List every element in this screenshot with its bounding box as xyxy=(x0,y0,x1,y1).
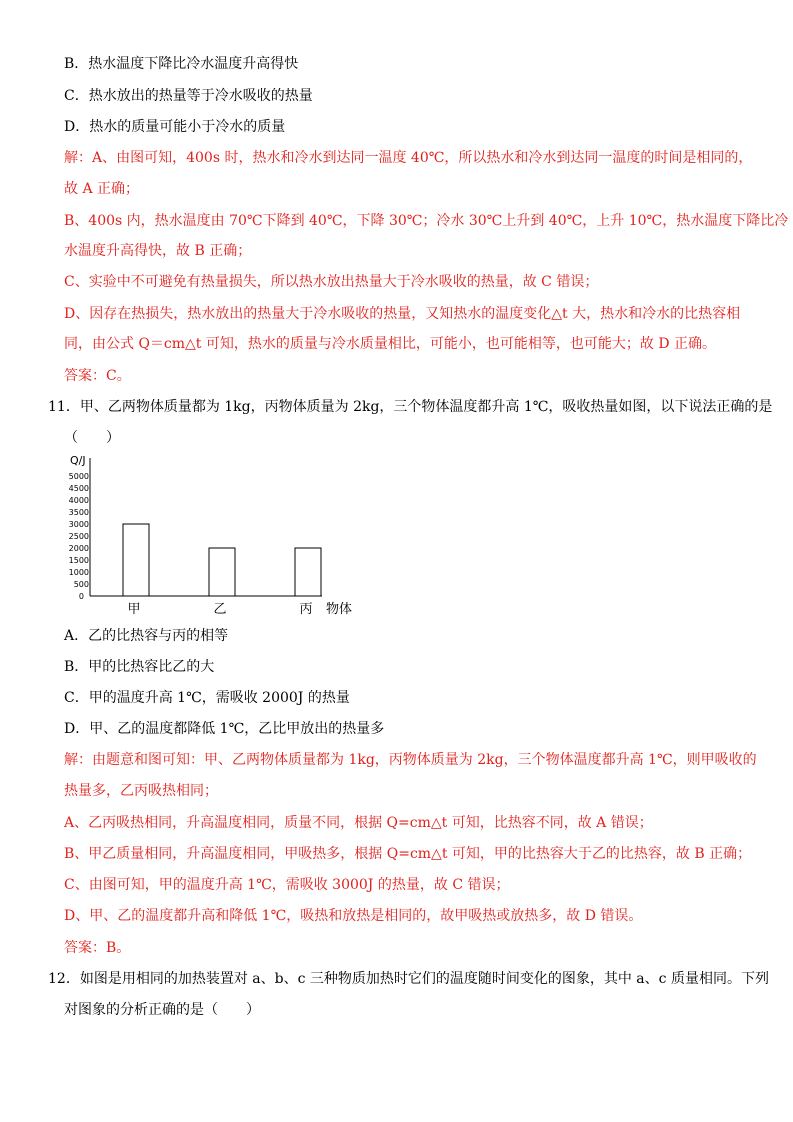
q11-option-d: D．甲、乙的温度都降低 1℃，乙比甲放出的热量多 xyxy=(64,721,385,737)
q10-solution-line: B、400s 内，热水温度由 70℃下降到 40℃，下降 30℃；冷水 30℃上升到 40℃，上升 10℃，热水温度下降比冷 xyxy=(64,213,789,229)
y-tick-label: 2000 xyxy=(68,544,89,553)
y-tick-label: 1000 xyxy=(68,568,89,577)
q10-option-b: B．热水温度下降比冷水温度升高得快 xyxy=(64,56,299,72)
y-tick-label: 2500 xyxy=(68,532,89,541)
q11-stem: 11．甲、乙两物体质量都为 1kg，丙物体质量为 2kg，三个物体温度都升高 1℃，吸收热量如图，以下说法正确的是 xyxy=(48,399,773,415)
y-tick-label: 3000 xyxy=(68,520,89,529)
x-axis-label: 物体 xyxy=(326,602,353,617)
q10-solution-line: D、因存在热损失，热水放出的热量大于冷水吸收的热量，又知热水的温度变化△t 大，热水和冷水的比热容相 xyxy=(64,306,741,322)
q11-option-a: A．乙的比热容与丙的相等 xyxy=(64,628,229,644)
bar xyxy=(295,548,321,596)
q10-option-c: C．热水放出的热量等于冷水吸收的热量 xyxy=(64,88,313,104)
y-tick-label: 4000 xyxy=(68,496,89,505)
q11-answer: 答案：B。 xyxy=(64,940,131,956)
q10-solution-line: 故 A 正确； xyxy=(64,181,140,197)
q12-stem: 12．如图是用相同的加热装置对 a、b、c 三种物质加热时它们的温度随时间变化的图象，其中 a、c 质量相同。下列 xyxy=(48,971,769,987)
y-tick-label: 1500 xyxy=(68,556,89,565)
q10-answer: 答案：C。 xyxy=(64,368,131,384)
y-tick-label: 500 xyxy=(73,580,89,589)
q11-option-b: B．甲的比热容比乙的大 xyxy=(64,659,215,675)
y-tick-label: 4500 xyxy=(68,484,89,493)
q11-solution-line: A、乙丙吸热相同，升高温度相同，质量不同，根据 Q=cm△t 可知，比热容不同，故 A 错误； xyxy=(64,815,653,831)
q11-solution-line: 热量多，乙丙吸热相同； xyxy=(64,783,218,799)
x-category-label: 乙 xyxy=(213,602,227,617)
q11-solution-line: C、由图可知，甲的温度升高 1℃，需吸收 3000J 的热量，故 C 错误； xyxy=(64,877,510,893)
q11-bar-chart xyxy=(60,452,360,620)
y-axis-label: Q/J xyxy=(70,454,86,467)
q11-solution-line: 解：由题意和图可知：甲、乙两物体质量都为 1kg，丙物体质量为 2kg，三个物体温度都升高 1℃，则甲吸收的 xyxy=(64,752,757,768)
bar xyxy=(209,548,235,596)
y-tick-label: 0 xyxy=(78,592,84,601)
bar xyxy=(123,524,149,596)
q10-solution-line: 解：A、由图可知，400s 时，热水和冷水到达同一温度 40℃，所以热水和冷水到达同一温度的时间是相同的， xyxy=(64,150,753,166)
q11-option-c: C．甲的温度升高 1℃，需吸收 2000J 的热量 xyxy=(64,690,350,706)
q10-option-d: D．热水的质量可能小于冷水的质量 xyxy=(64,119,286,135)
y-tick-label: 5000 xyxy=(68,472,89,481)
q11-solution-line: B、甲乙质量相同，升高温度相同，甲吸热多，根据 Q=cm△t 可知，甲的比热容大于乙的比热容，故 B 正确； xyxy=(64,846,752,862)
q11-stem-bracket: （ ） xyxy=(64,430,120,446)
q10-solution-line: 同，由公式 Q＝cm△t 可知，热水的质量与冷水质量相比，可能小，也可能相等，也可能大；故 D 正确。 xyxy=(64,336,717,352)
x-category-label: 甲 xyxy=(127,602,141,617)
q12-stem-line2: 对图象的分析正确的是（ ） xyxy=(64,1002,260,1018)
y-tick-label: 3500 xyxy=(68,508,89,517)
q11-solution-line: D、甲、乙的温度都升高和降低 1℃，吸热和放热是相同的，故甲吸热或放热多，故 D 错误。 xyxy=(64,908,643,924)
q10-solution-line: 水温度升高得快，故 B 正确； xyxy=(64,243,252,259)
x-category-label: 丙 xyxy=(299,602,313,617)
q10-solution-line: C、实验中不可避免有热量损失，所以热水放出热量大于冷水吸收的热量，故 C 错误； xyxy=(64,274,599,290)
